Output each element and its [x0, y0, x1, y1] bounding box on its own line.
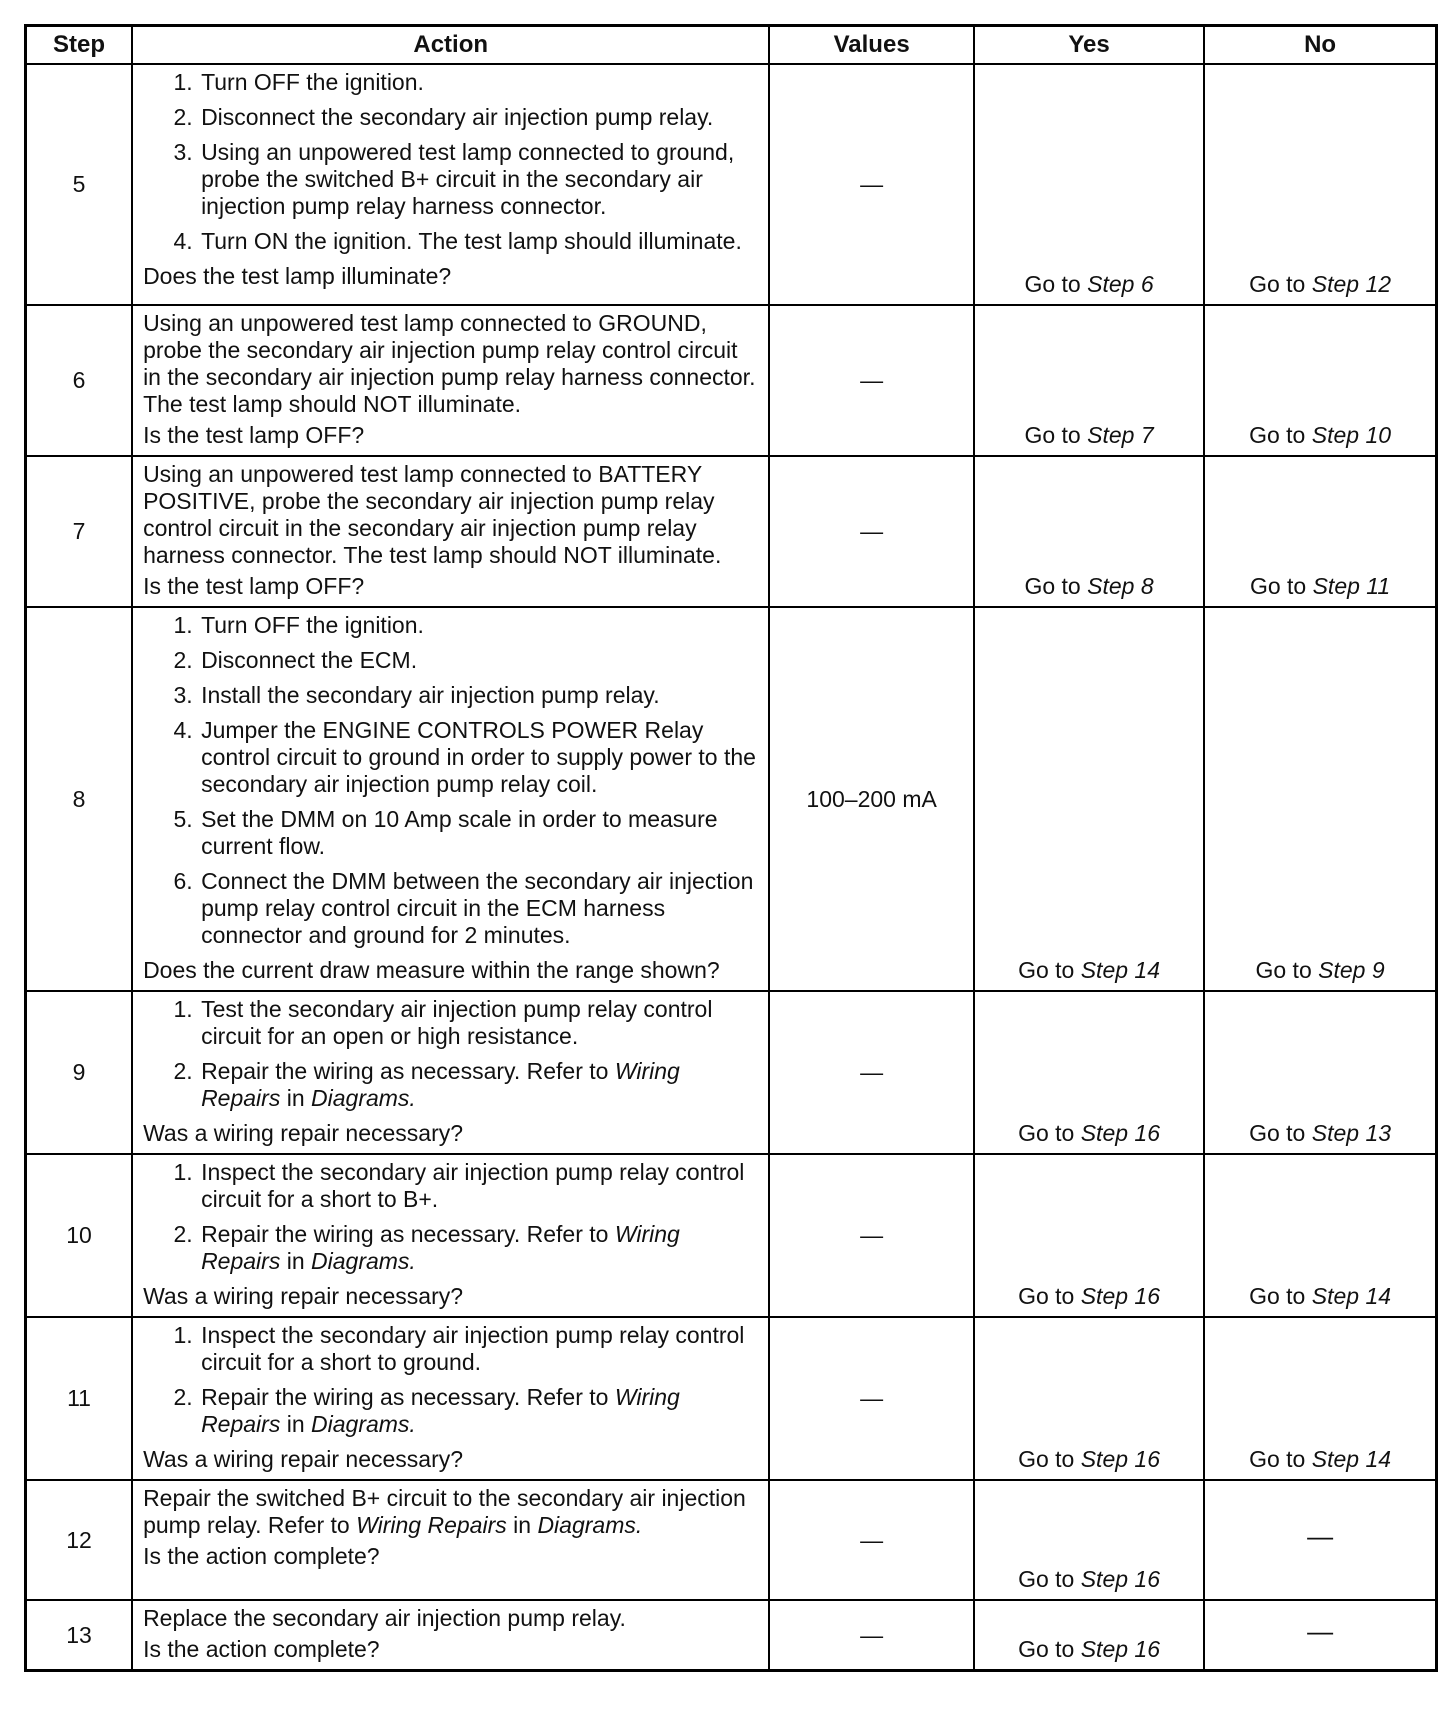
yes-cell [974, 456, 1204, 607]
text-run: Repair the wiring as necessary. Refer to [201, 1058, 615, 1084]
goto-label: Go to [1018, 957, 1081, 983]
action-cell [132, 1600, 769, 1671]
action-question: Does the current draw measure within the range shown? [143, 957, 720, 983]
goto-step-ref: Step 8 [1087, 573, 1154, 599]
action-cell [132, 991, 769, 1154]
text-run: in [280, 1411, 312, 1437]
text-run: in [280, 1085, 312, 1111]
goto-step-ref: Step 6 [1087, 271, 1154, 297]
emphasis-text: Wiring Repairs [356, 1512, 507, 1538]
action-cell [132, 1317, 769, 1480]
values-cell: — [769, 991, 974, 1154]
no-cell [1204, 456, 1436, 607]
table-row [26, 607, 1437, 991]
step-number: 8 [26, 607, 133, 991]
header-no: No [1204, 26, 1436, 65]
goto-label: Go to [1018, 1283, 1081, 1309]
goto-label: Go to [1018, 1566, 1081, 1592]
action-cell [132, 607, 769, 991]
action-question: Is the test lamp OFF? [143, 573, 365, 599]
text-run: Disconnect the ECM. [201, 647, 418, 673]
no-cell [1204, 1154, 1436, 1317]
values-cell: — [769, 1480, 974, 1600]
action-step [199, 868, 758, 949]
text-run: Using an unpowered test lamp connected to GROUND, probe the secondary air injection pump relay control circuit in the secondary air injection pump relay harness connector. The test lamp should NOT illuminate. [143, 310, 756, 417]
text-run: Replace the secondary air injection pump relay. [143, 1605, 626, 1631]
emphasis-text: Diagrams. [311, 1411, 416, 1437]
action-cell [132, 305, 769, 456]
values-cell: — [769, 1317, 974, 1480]
goto-label: Go to [1249, 1283, 1312, 1309]
action-steps-list [143, 996, 758, 1112]
text-run: in [506, 1512, 538, 1538]
table-body [26, 64, 1437, 1671]
no-cell [1204, 64, 1436, 305]
goto-step-ref: Step 16 [1080, 1283, 1161, 1309]
table-row [26, 1600, 1437, 1671]
no-cell [1204, 1317, 1436, 1480]
action-question: Was a wiring repair necessary? [143, 1283, 464, 1309]
action-step [199, 647, 758, 674]
goto-label: Go to [1249, 573, 1313, 599]
step-number: 5 [26, 64, 133, 305]
goto-step-ref: Step 13 [1311, 1120, 1392, 1146]
yes-cell [974, 1154, 1204, 1317]
header-step: Step [26, 26, 133, 65]
emphasis-text: Diagrams. [311, 1248, 416, 1274]
goto-step-ref: Step 16 [1080, 1566, 1161, 1592]
step-number: 10 [26, 1154, 133, 1317]
action-step [199, 1159, 758, 1213]
goto-step-ref: Step 9 [1318, 957, 1385, 983]
action-step [199, 104, 758, 131]
header-yes: Yes [974, 26, 1204, 65]
action-question: Does the test lamp illuminate? [143, 263, 452, 289]
header-row [26, 26, 1437, 65]
yes-cell [974, 1317, 1204, 1480]
goto-step-ref: Step 12 [1311, 271, 1392, 297]
text-run: Repair the wiring as necessary. Refer to [201, 1384, 615, 1410]
table-row [26, 64, 1437, 305]
text-run: Repair the switched B+ circuit to the secondary air injection pump relay. Refer to [143, 1485, 746, 1538]
text-run: Set the DMM on 10 Amp scale in order to measure current flow. [201, 806, 718, 859]
action-cell [132, 64, 769, 305]
yes-cell [974, 1600, 1204, 1671]
goto-label: Go to [1018, 1636, 1081, 1662]
goto-label: Go to [1249, 422, 1312, 448]
yes-cell [974, 991, 1204, 1154]
action-step [199, 1322, 758, 1376]
not-applicable-dash: — [1307, 1521, 1334, 1551]
values-cell: — [769, 64, 974, 305]
table-row [26, 1317, 1437, 1480]
table-row [26, 1480, 1437, 1600]
action-cell [132, 1154, 769, 1317]
text-run: Jumper the ENGINE CONTROLS POWER Relay control circuit to ground in order to supply power to the secondary air injection pump relay coil. [201, 717, 756, 797]
header-action: Action [132, 26, 769, 65]
text-run: Install the secondary air injection pump relay. [201, 682, 660, 708]
action-step [199, 69, 758, 96]
goto-step-ref: Step 7 [1087, 422, 1154, 448]
action-instruction [143, 310, 758, 418]
text-run: Test the secondary air injection pump relay control circuit for an open or high resistance. [201, 996, 713, 1049]
emphasis-text: Diagrams. [537, 1512, 643, 1538]
table-row [26, 305, 1437, 456]
values-cell: 100–200 mA [769, 607, 974, 991]
goto-label: Go to [1024, 573, 1088, 599]
action-cell [132, 1480, 769, 1600]
goto-step-ref: Step 10 [1311, 422, 1392, 448]
text-run: Connect the DMM between the secondary air injection pump relay control circuit in the ECM harness connector and ground for 2 minutes. [201, 868, 754, 948]
action-step [199, 806, 758, 860]
text-run: Turn OFF the ignition. [201, 612, 424, 638]
goto-label: Go to [1024, 271, 1088, 297]
action-steps-list [143, 612, 758, 949]
action-steps-list [143, 1322, 758, 1438]
action-step [199, 1058, 758, 1112]
goto-label: Go to [1249, 1120, 1312, 1146]
values-cell: — [769, 1154, 974, 1317]
text-run: in [280, 1248, 312, 1274]
text-run: Turn OFF the ignition. [201, 69, 424, 95]
text-run: Disconnect the secondary air injection pump relay. [201, 104, 714, 130]
yes-cell [974, 607, 1204, 991]
no-cell [1204, 991, 1436, 1154]
action-question: Is the action complete? [143, 1543, 380, 1569]
emphasis-text: Wiring Repairs [201, 1058, 680, 1111]
action-step [199, 1221, 758, 1275]
yes-cell [974, 64, 1204, 305]
goto-label: Go to [1249, 1446, 1312, 1472]
emphasis-text: Wiring Repairs [201, 1221, 680, 1274]
action-step [199, 139, 758, 220]
table-row [26, 991, 1437, 1154]
text-run: Turn ON the ignition. The test lamp should illuminate. [201, 228, 742, 254]
action-question: Is the action complete? [143, 1636, 380, 1662]
goto-step-ref: Step 16 [1080, 1636, 1161, 1662]
step-number: 6 [26, 305, 133, 456]
action-question: Is the test lamp OFF? [143, 422, 365, 448]
goto-label: Go to [1024, 422, 1088, 448]
action-question: Was a wiring repair necessary? [143, 1120, 464, 1146]
text-run: Using an unpowered test lamp connected to BATTERY POSITIVE, probe the secondary air injection pump relay control circuit in the secondary air injection pump relay harness connector. The test lamp should NOT illuminate. [143, 461, 722, 568]
emphasis-text: Wiring Repairs [201, 1384, 680, 1437]
step-number: 7 [26, 456, 133, 607]
step-number: 9 [26, 991, 133, 1154]
diagnostic-table [24, 24, 1438, 1672]
text-run: Inspect the secondary air injection pump relay control circuit for a short to ground. [201, 1322, 745, 1375]
step-number: 13 [26, 1600, 133, 1671]
not-applicable-dash: — [1307, 1616, 1334, 1646]
action-step [199, 717, 758, 798]
values-cell: — [769, 1600, 974, 1671]
emphasis-text: Diagrams. [311, 1085, 416, 1111]
action-instruction [143, 461, 758, 569]
goto-step-ref: Step 14 [1311, 1283, 1392, 1309]
action-step [199, 682, 758, 709]
table-row [26, 1154, 1437, 1317]
action-step [199, 612, 758, 639]
values-cell: — [769, 456, 974, 607]
goto-label: Go to [1249, 271, 1312, 297]
text-run: Inspect the secondary air injection pump relay control circuit for a short to B+. [201, 1159, 745, 1212]
goto-step-ref: Step 11 [1312, 573, 1391, 599]
no-cell [1204, 1480, 1436, 1600]
action-steps-list [143, 1159, 758, 1275]
action-instruction [143, 1605, 758, 1632]
goto-step-ref: Step 16 [1080, 1120, 1161, 1146]
table-row [26, 456, 1437, 607]
yes-cell [974, 305, 1204, 456]
text-run: Repair the wiring as necessary. Refer to [201, 1221, 615, 1247]
yes-cell [974, 1480, 1204, 1600]
goto-step-ref: Step 16 [1080, 1446, 1161, 1472]
goto-step-ref: Step 14 [1080, 957, 1161, 983]
goto-label: Go to [1255, 957, 1319, 983]
action-step [199, 228, 758, 255]
goto-label: Go to [1018, 1120, 1081, 1146]
action-cell [132, 456, 769, 607]
no-cell [1204, 305, 1436, 456]
action-step [199, 1384, 758, 1438]
step-number: 11 [26, 1317, 133, 1480]
step-number: 12 [26, 1480, 133, 1600]
no-cell [1204, 607, 1436, 991]
values-cell: — [769, 305, 974, 456]
action-instruction [143, 1485, 758, 1539]
header-values: Values [769, 26, 974, 65]
action-steps-list [143, 69, 758, 255]
action-question: Was a wiring repair necessary? [143, 1446, 464, 1472]
no-cell [1204, 1600, 1436, 1671]
text-run: Using an unpowered test lamp connected to ground, probe the switched B+ circuit in the secondary air injection pump relay harness connector. [201, 139, 735, 219]
goto-step-ref: Step 14 [1311, 1446, 1392, 1472]
goto-label: Go to [1018, 1446, 1081, 1472]
action-step [199, 996, 758, 1050]
